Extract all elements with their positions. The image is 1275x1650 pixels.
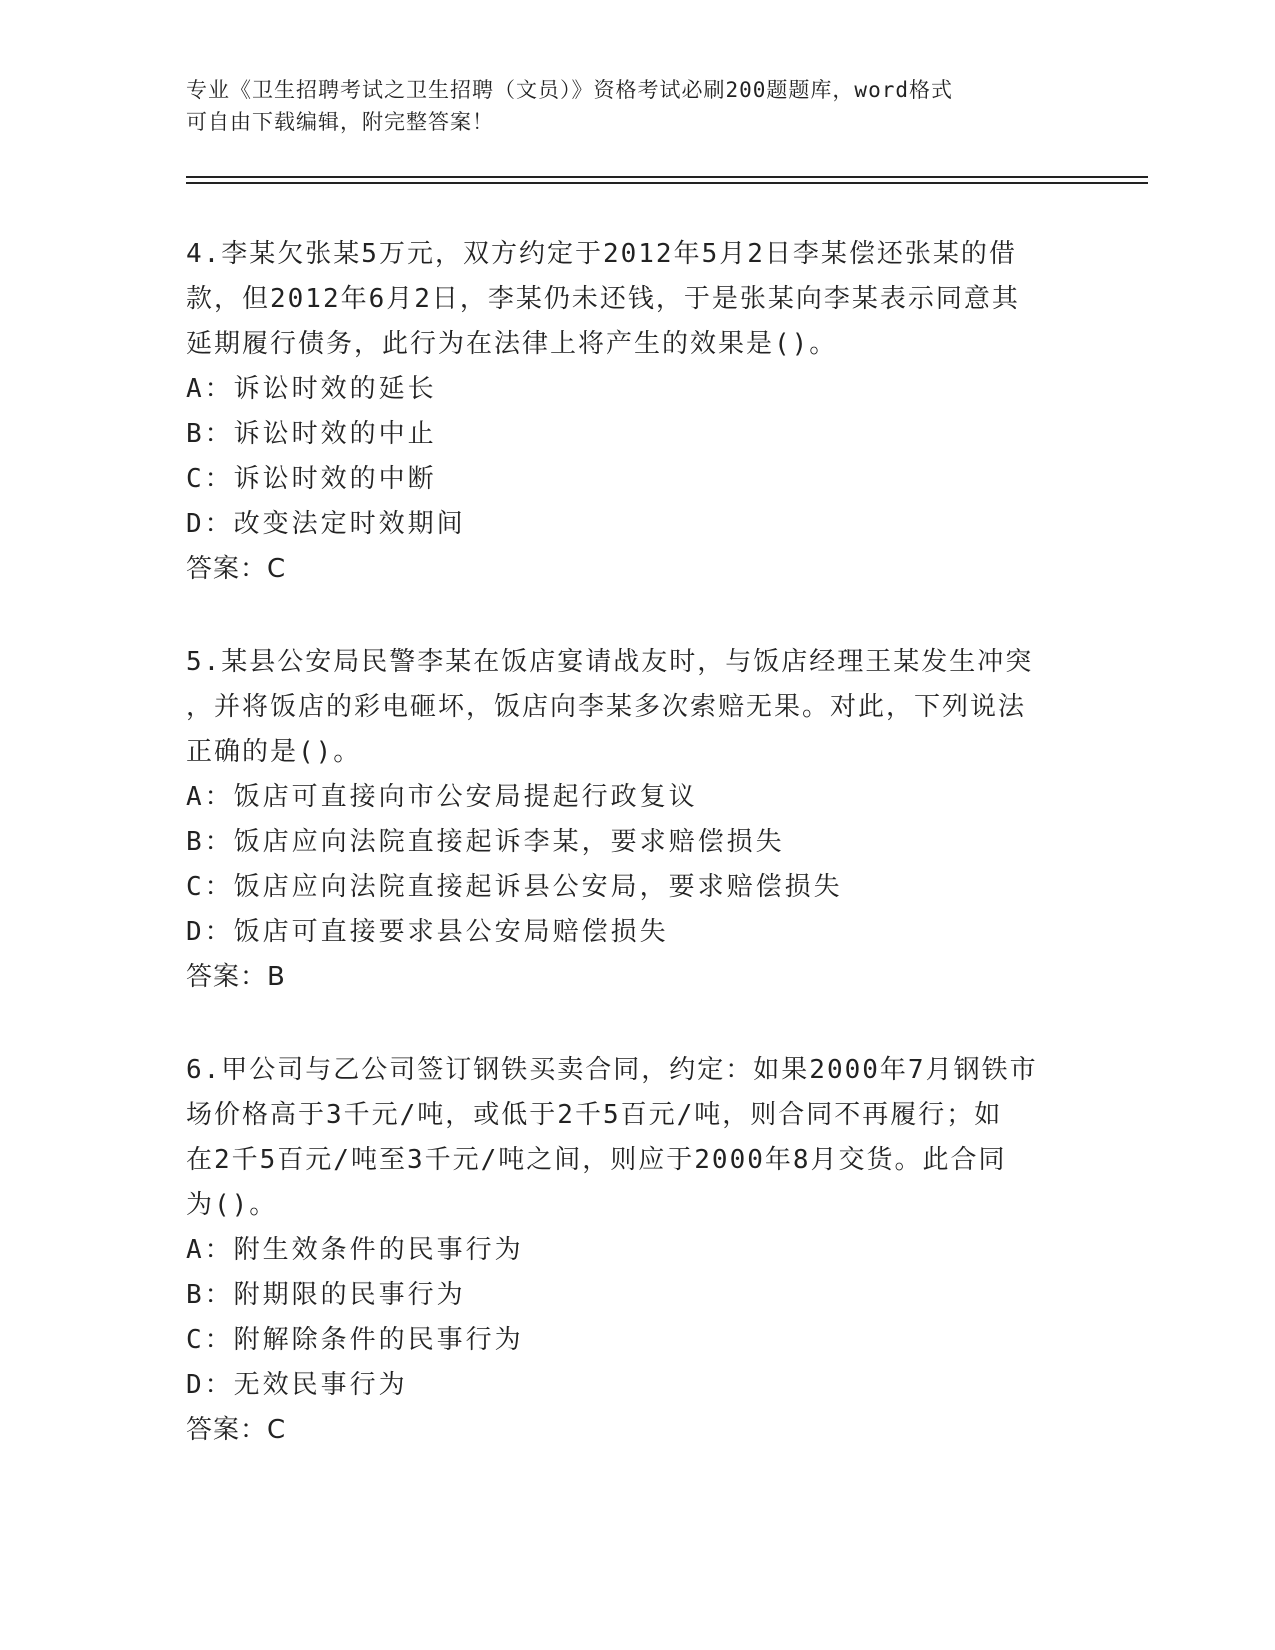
document-header	[186, 74, 1066, 138]
option-d: D：无效民事行为	[186, 1370, 408, 1400]
question-stem	[186, 1048, 1066, 1228]
question-stem-line: 款，但2012年6月2日，李某仍未还钱，于是张某向李某表示同意其	[186, 284, 1020, 314]
header-divider-top	[186, 176, 1148, 178]
option-c: C：附解除条件的民事行为	[186, 1325, 524, 1355]
option-d: D：改变法定时效期间	[186, 509, 466, 539]
question-stem-line: 4.李某欠张某5万元，双方约定于2012年5月2日李某偿还张某的借	[186, 239, 1017, 269]
answer: 答案：C	[186, 554, 287, 584]
question-4	[186, 232, 1066, 592]
answer: 答案：B	[186, 962, 286, 992]
question-stem-line: 5.某县公安局民警李某在饭店宴请战友时，与饭店经理王某发生冲突	[186, 647, 1034, 677]
header-line-2: 可自由下载编辑，附完整答案！	[186, 110, 494, 134]
header-line-1: 专业《卫生招聘考试之卫生招聘（文员）》资格考试必刷200题题库，word格式	[186, 78, 953, 102]
question-stem-line: ，并将饭店的彩电砸坏，饭店向李某多次索赔无果。对此，下列说法	[186, 692, 1027, 722]
question-stem	[186, 640, 1066, 775]
question-stem-line: 在2千5百元/吨至3千元/吨之间，则应于2000年8月交货。此合同	[186, 1145, 1007, 1175]
question-stem-line: 延期履行债务，此行为在法律上将产生的效果是()。	[186, 329, 838, 359]
question-stem-line: 正确的是()。	[186, 737, 362, 767]
question-stem-line: 场价格高于3千元/吨，或低于2千5百元/吨，则合同不再履行；如	[186, 1100, 1003, 1130]
option-a: A：附生效条件的民事行为	[186, 1235, 524, 1265]
question-6	[186, 1048, 1066, 1453]
option-b: B：饭店应向法院直接起诉李某，要求赔偿损失	[186, 827, 785, 857]
option-b: B：诉讼时效的中止	[186, 419, 437, 449]
header-divider-bottom	[186, 182, 1148, 184]
question-5	[186, 640, 1066, 1000]
question-stem-line: 为()。	[186, 1190, 278, 1220]
option-b: B：附期限的民事行为	[186, 1280, 466, 1310]
option-d: D：饭店可直接要求县公安局赔偿损失	[186, 917, 669, 947]
option-c: C：诉讼时效的中断	[186, 464, 437, 494]
option-a: A：饭店可直接向市公安局提起行政复议	[186, 782, 698, 812]
question-stem-line: 6.甲公司与乙公司签订钢铁买卖合同，约定：如果2000年7月钢铁市	[186, 1055, 1038, 1085]
option-c: C：饭店应向法院直接起诉县公安局，要求赔偿损失	[186, 872, 843, 902]
option-a: A：诉讼时效的延长	[186, 374, 437, 404]
answer: 答案：C	[186, 1415, 287, 1445]
question-stem	[186, 232, 1066, 367]
